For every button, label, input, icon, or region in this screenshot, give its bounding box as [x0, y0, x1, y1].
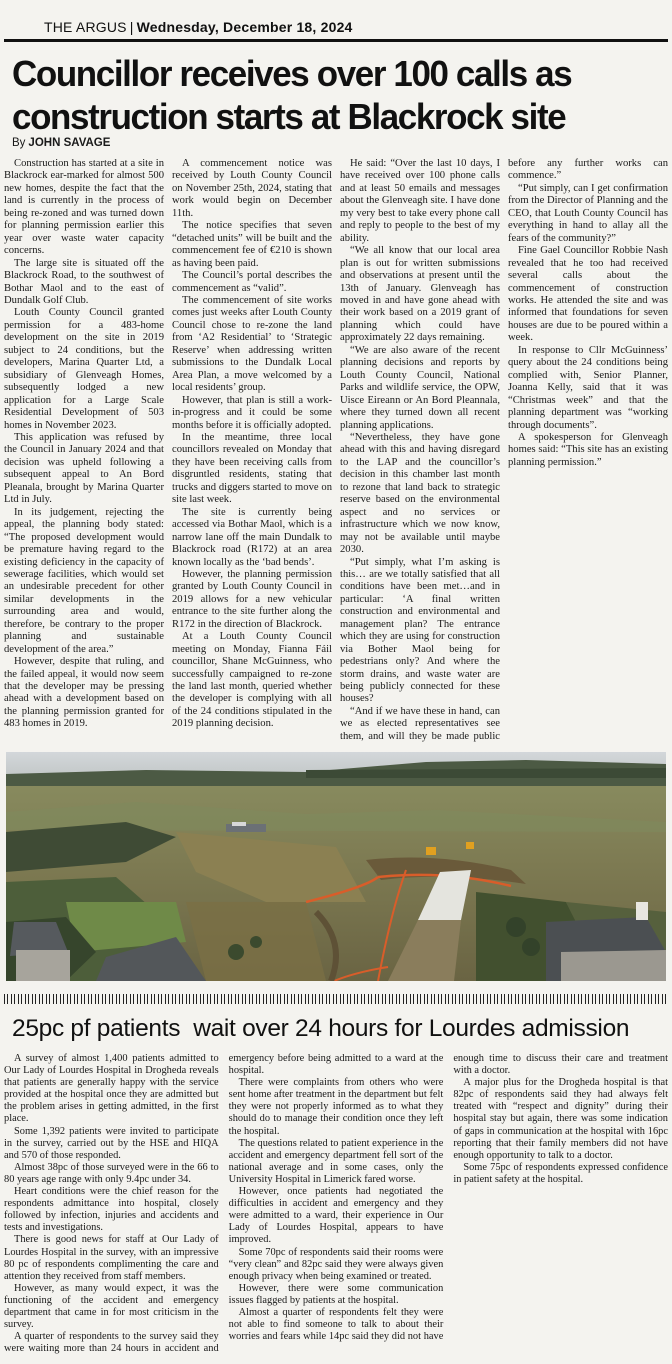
article1-paragraph: A spokesperson for Glenveagh homes said: “This site has an existing planning permission.”: [508, 431, 668, 468]
article1-paragraph: “And if we have these in hand, can we as elected representatives see them, and will they be made public before any further works can commence.”: [340, 158, 668, 742]
article1-paragraph: In its judgement, rejecting the appeal, the planning body stated: “The proposed development would be premature having regard to the existing deficiency in the capacity of sewerage facilities, which would set an undesirable precedent for other similar developments in the surrounding area and would, therefore, be contrary to the proper planning and sustainable development of the area.”: [4, 506, 164, 655]
article2-paragraph: Almost a quarter of respondents felt they were not able to find someone to talk to about their worries and fears while 14pc said they did not have enough time to discuss their care and treatment with a doctor.: [228, 1053, 668, 1343]
byline-name: JOHN SAVAGE: [28, 137, 111, 149]
article2-paragraph: There were complaints from others who were sent home after treatment in the department but felt they were not properly informed as to what they should do to manage their condition once they left the hospital.: [228, 1077, 444, 1137]
paper-name: THE ARGUS: [44, 19, 127, 35]
construction-site-aerial-photo: [6, 752, 666, 981]
article1-byline: [12, 137, 110, 149]
article2-paragraph: Some 1,392 patients were invited to participate in the survey, carried out by the HSE and HIQA and 570 of those responded.: [4, 1125, 219, 1161]
article1-paragraph: At a Louth County Council meeting on Monday, Fianna Fáil councillor, Shane McGuinness, who successfully campaigned to re-zone the land last month, queried whether the developer is complying with all of the 24 conditions stipulated in the 2019 planning decision.: [172, 631, 332, 730]
article2-headline: 25pc pf patients wait over 24 hours for Lourdes admission: [12, 1015, 630, 1042]
article1-paragraph: He said: “Over the last 10 days, I have received over 100 phone calls and at least 50 emails and messages about the Glenveagh site. I have done my very best to take every phone call and reply to people to the best of my ability.: [340, 158, 500, 244]
article2-paragraph: However, as many would expect, it was the functioning of the accident and emergency department that came in for most criticism in the survey.: [4, 1282, 219, 1331]
article2-paragraph: The questions related to patient experience in the accident and emergency department fell sort of the national average and in some cases, only the University Hospital in Limerick fared worse.: [228, 1137, 444, 1185]
article2-paragraph: Some 75pc of respondents expressed confidence in patient safety at the hospital.: [453, 1161, 668, 1185]
article1-paragraph: “We are also aware of the recent planning decisions and reports by Louth County Council, National Parks and wildlife service, the OPW, Uisce Eireann or An Bord Pleannala, where they turned down all recent planning applications.: [340, 344, 500, 431]
article1-paragraph: This application was refused by the Council in January 2024 and that decision was upheld following a subsequent appeal to An Bord Pleanala, brought by Marina Quarter Ltd in July.: [4, 431, 164, 506]
article1-paragraph: “We all know that our local area plan is out for written submissions and observations at present until the 13th of January. Glenveagh has moved in and have gone ahead with their work based on a 2019 grant of planning which could have approximately 22 days remaining.: [340, 245, 500, 344]
article1-paragraph: The Council’s portal describes the commencement as “valid”.: [172, 270, 332, 294]
article1-paragraph: In the meantime, three local councillors revealed on Monday that they have been receiving calls from disgruntled residents, stating that trucks and diggers started to move on site last week.: [172, 431, 332, 506]
article2-body: [4, 1053, 668, 1359]
masthead-rule: [4, 39, 668, 42]
article2-paragraph: Almost 38pc of those surveyed were in the 66 to 80 years age range with only 9.4pc under 34.: [4, 1161, 219, 1185]
article1-paragraph: A commencement notice was received by Louth County Council on November 25th, 2024, stating that work would begin on December 11th.: [172, 158, 332, 219]
article2-paragraph: However, once patients had negotiated the difficulties in accident and emergency and they were admitted to a ward, their experience in Our Lady of Lourdes Hospital, appears to have improved.: [228, 1186, 444, 1246]
article2-paragraph: A quarter of respondents to the survey said they were waiting more than 24 hours in accident and emergency before being admitted to a ward at the hospital.: [4, 1053, 444, 1355]
article2-paragraph: Heart conditions were the chief reason for the respondents admittance into hospital, closely followed by infection, injuries and accidents and tests and investigations.: [4, 1186, 219, 1234]
article1-paragraph: The site is currently being accessed via Bothar Maol, which is a narrow lane off the main Dundalk to Blackrock road (R172) at an area known locally as the ‘bad bends’.: [172, 506, 332, 568]
issue-date: Wednesday, December 18, 2024: [136, 19, 353, 35]
article1-paragraph: The notice specifies that seven “detached units” will be built and the commencement fee of €210 is shown as having been paid.: [172, 220, 332, 269]
article2-paragraph: There is good news for staff at Our Lady of Lourdes Hospital in the survey, with an impressive 80 pc of respondents complimenting the care and attention they received from staff members.: [4, 1234, 219, 1282]
article1-paragraph: In response to Cllr McGuinness’ query about the 24 conditions being complied with, Senior Planner, Joanna Kelly, said that it was “Christmas week” and that the planning department was “working through documents”.: [508, 344, 668, 431]
article1-paragraph: Louth County Council granted permission for a 483-home development on the site in 2019 subject to 24 conditions, but the developers, Marina Quarter Ltd, a subsidiary of Glenveagh Homes, subsequently lodged a new application for a Large Scale Residential Development of 503 homes in November 2023.: [4, 307, 164, 431]
article1-paragraph: “Put simply, can I get confirmation from the Director of Planning and the CEO, that Louth County Council has everything in hand to allay all the fears of the community?”: [508, 182, 668, 244]
article2-paragraph: A major plus for the Drogheda hospital is that 82pc of respondents said they had always felt treated with “respect and dignity” during their hospital stay but again, there was some indication of gaps in communication at the hospital with 16pc reporting that their family members did not have enough opportunity to talk to a doctor.: [453, 1077, 668, 1161]
article1-paragraph: However, that plan is still a work-in-progress and it could be some months before it is officially adopted.: [172, 394, 332, 431]
masthead-separator: |: [129, 19, 134, 35]
article1-paragraph: The large site is situated off the Blackrock Road, to the southwest of Bothar Maol and to the east of Dundalk Golf Club.: [4, 257, 164, 306]
article1-paragraph: However, the planning permission granted by Louth County Council in 2019 allows for a new vehicular entrance to the site further along the R172 in the direction of Blackrock.: [172, 568, 332, 630]
article1-body: [4, 158, 668, 752]
section-divider: [4, 994, 668, 1004]
article1-paragraph: “Put simply, what I’m asking is this… are we totally satisfied that all conditions have been met…and in particular: ‘A final written construction and environmental and management plan? The entrance which they are using for construction via Bother Maol being for pedestrians only? And where the storm drains, and waste water are being publicly connected for these houses?: [340, 556, 500, 705]
article2-paragraph: However, there were some communication issues flagged by patients at the hospital.: [228, 1282, 444, 1306]
article1-paragraph: The commencement of site works comes just weeks after Louth County Council chose to re-zone the land from ‘A2 Residential’ to ‘Strategic Reserve’ when addressing written submissions to the Dundalk Local Area Plan, a move welcomed by a local residents’ group.: [172, 294, 332, 394]
article2-paragraph: A survey of almost 1,400 patients admitted to Our Lady of Lourdes Hospital in Drogheda reveals that patients are generally happy with the service provided at the hospital once they are admitted but the problem arises in getting admitted, in the first place.: [4, 1053, 219, 1125]
article2-paragraph: Some 70pc of respondents said their rooms were “very clean” and 82pc said they were always given enough privacy when being examined or treated.: [228, 1246, 444, 1282]
article1-paragraph: Fine Gael Councillor Robbie Nash revealed that he too had received several calls about the commencement of construction works. He attended the site and was informed that foundations for seven houses are due to be poured within a week.: [508, 245, 668, 344]
byline-prefix: By: [12, 137, 26, 149]
article1-paragraph: However, despite that ruling, and the failed appeal, it would now seem that the developer may be pressing ahead with a development based on the planning permission granted for 483 homes in 2019.: [4, 656, 164, 730]
masthead: [44, 19, 353, 35]
article1-paragraph: Construction has started at a site in Blackrock ear-marked for almost 500 new homes, despite the fact that the land is currently in the process of being re-zoned and was turned down for planning permission earlier this year over waste water capacity concerns.: [4, 158, 164, 257]
article1-paragraph: “Nevertheless, they have gone ahead with this and having disregard to the LAP and the councillor’s decision in this chamber last month to rezone that land back to strategic reserve based on the environmental aspect and no services or infrastructure which we now know, may not be available until maybe 2030.: [340, 431, 500, 556]
article1-headline: Councillor receives over 100 calls as construction starts at Blackrock site: [12, 53, 572, 137]
